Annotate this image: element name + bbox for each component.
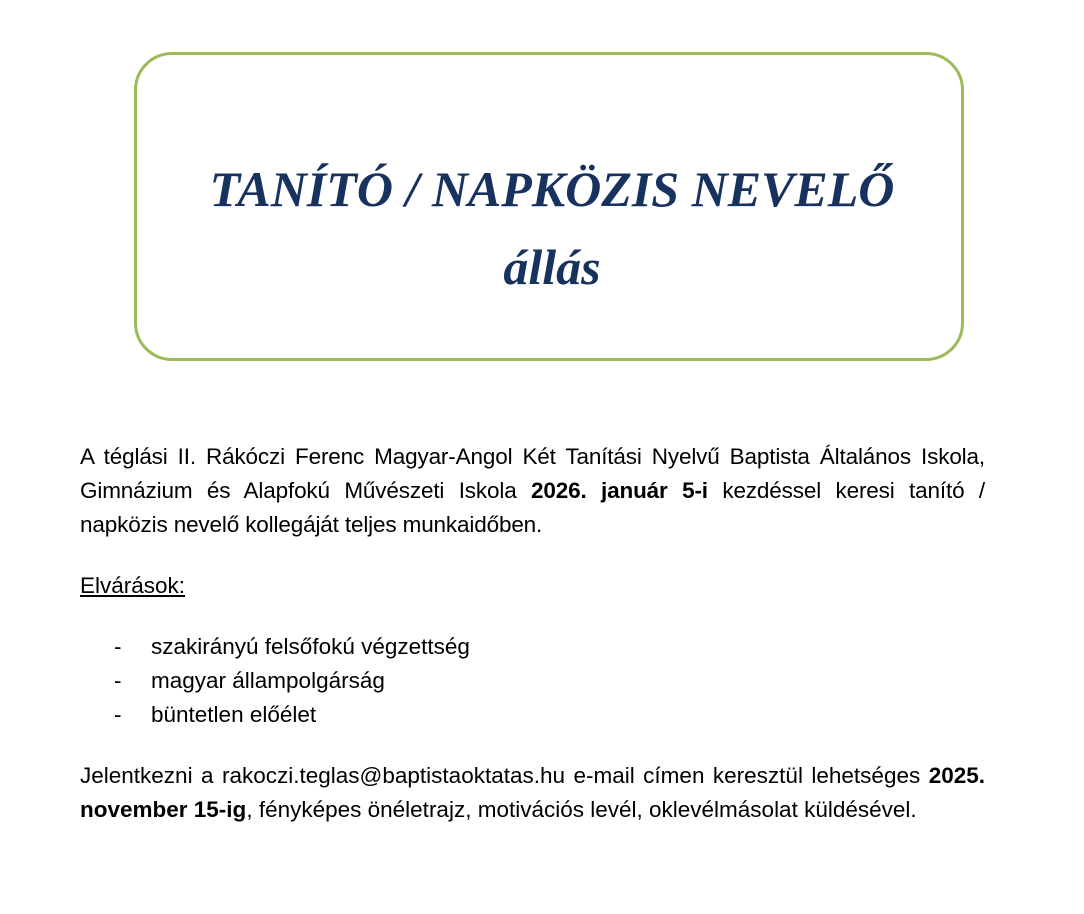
job-title <box>0 150 1084 306</box>
list-bullet: - <box>114 702 122 727</box>
requirement-text: magyar állampolgárság <box>151 668 385 693</box>
start-date: 2026. január 5-i <box>531 478 708 503</box>
requirements-heading: Elvárások: <box>80 573 186 598</box>
list-item <box>80 664 985 698</box>
requirement-text: büntetlen előélet <box>151 702 317 727</box>
intro-text-before: A téglási II. Rákóczi Ferenc Magyar-Angol Két Tanítási Nyelvű Baptista Általános Iskola, Gimnázium és Alapfokú Művészeti Iskola <box>80 444 985 503</box>
list-bullet: - <box>114 634 122 659</box>
requirements-list <box>80 630 985 732</box>
application-text-before: Jelentkezni a rakoczi.teglas@baptistaoktatas.hu e-mail címen keresztül lehetséges <box>80 763 929 788</box>
intro-paragraph <box>80 440 985 542</box>
list-item <box>80 698 985 732</box>
application-text-after: , fényképes önéletrajz, motivációs levél, oklevélmásolat küldésével. <box>246 797 917 822</box>
requirement-text: szakirányú felsőfokú végzettség <box>151 634 470 659</box>
list-item <box>80 630 985 664</box>
document-body <box>80 440 985 827</box>
intro-text-after: kezdéssel keresi tanító / napközis nevelő kollegáját teljes munkaidőben. <box>80 478 985 537</box>
job-title-line-2: állás <box>503 239 601 295</box>
application-paragraph <box>80 759 985 827</box>
list-bullet: - <box>114 668 122 693</box>
job-title-line-1: TANÍTÓ / NAPKÖZIS NEVELŐ <box>209 161 895 217</box>
application-deadline: 2025. november 15-ig <box>80 763 985 822</box>
